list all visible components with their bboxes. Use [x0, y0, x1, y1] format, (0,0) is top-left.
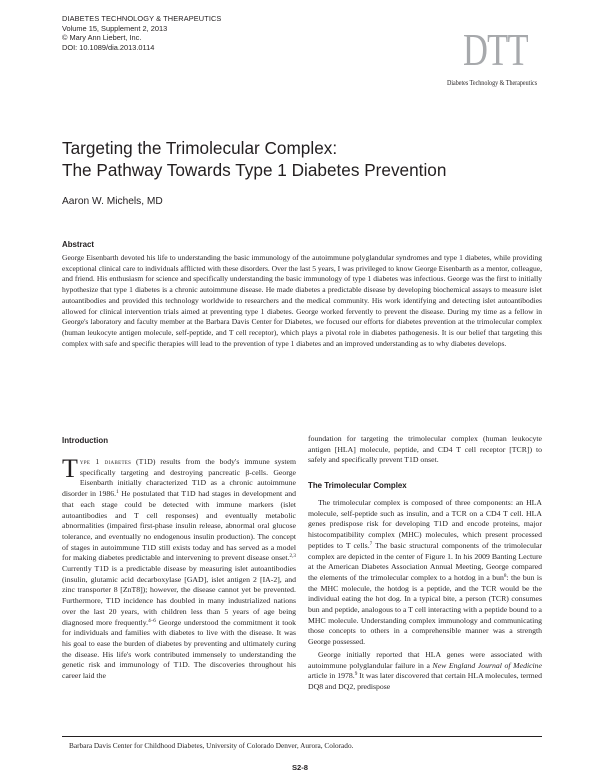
journal-copyright: © Mary Ann Liebert, Inc.	[62, 33, 142, 43]
citation: 7	[369, 540, 373, 547]
trimolecular-text-f: It was later discovered that certain HLA molecules, termed DQ8 and DQ2, predispose	[308, 671, 543, 691]
journal-doi: DOI: 10.1089/dia.2013.0114	[62, 42, 155, 52]
footnote-divider	[62, 736, 542, 737]
logo-mark: DTT	[463, 24, 528, 75]
trimolecular-text-a: The trimolecular complex is composed of three components: an HLA molecule, self-peptide such as insulin, and a TCR on a CD4 T cell. HLA genes predispose risk for developing T1D and encode proteins, major histocompatibility complex (MHC) molecules, which present processed peptides to T cells.	[308, 498, 542, 550]
title-line-2: The Pathway Towards Type 1 Diabetes Prevention	[62, 160, 447, 180]
citation: 4–6	[148, 617, 156, 624]
citation: 2,3	[289, 553, 296, 560]
journal-logo	[443, 24, 543, 92]
trimolecular-paragraph-2	[308, 650, 542, 693]
drop-cap: T	[62, 454, 78, 483]
citation: 1	[116, 489, 119, 496]
left-column	[62, 454, 296, 682]
intro-smallcaps: ype 1 diabetes	[79, 457, 132, 466]
intro-text-b: He postulated that T1D had stages in development and that each stage could be detected with immune markers (islet autoantibodies and T cell responses) and eventually metabolic abnormalities (impaired first-phase insulin release, abnormal oral glucose tolerance, and eventually no endogenous insulin production). The concept of stages in autoimmune T1D still exists today and has served as a model for making diabetes predictable and intervening to prevent disease onset.	[62, 489, 296, 563]
abstract-text: George Eisenbarth devoted his life to understanding the basic immunology of the autoimmune polyglandular syndromes and type 1 diabetes, while providing exceptional clinical care to individuals afflicted with these disorders. Over the last 5 years, I was privileged to know George Eisenbarth as a mentor, colleague, and friend. His enthusiasm for science and specifically understanding the basic immunology of type 1 diabetes was infectious. George was the first to initially hypothesize that type 1 diabetes is a chronic autoimmune disease. He made diabetes a predictable disease by developing biochemical assays to measure islet autoantibodies and provided this technology worldwide to researchers and the medical community. His work identifying and detecting islet autoantibodies allowed for clinical intervention trials aimed at preventing type 1 diabetes. George worked fervently to prevent the disease. During my time as a fellow in George's laboratory and faculty member at the Barbara Davis Center for Diabetes, we focused our efforts for diabetes prevention at the trimolecular complex (human leukocyte antigen molecule, self-peptide, and T cell receptor), which plays a pivotal role in diabetes pathogenesis. It is our belief that targeting this complex with safe and specific therapies will lead to the prevention of type 1 diabetes and an improved understanding as to why diabetes develops.	[62, 253, 542, 348]
intro-continuation: foundation for targeting the trimolecular complex (human leukocyte antigen [HLA] molecule, peptide, and CD4 T cell receptor [TCR]) to safely and specifically prevent T1D onset.	[308, 434, 542, 465]
intro-text-d: George understood the commitment it took for individuals and families with diabetes to live with the disease. It was his goal to ease the burden of diabetes by preventing and ultimately curing the disease. His life's work contributed immensely to understanding the genetic risk and immunology of T1D. The discoveries throughout his career laid the	[62, 617, 296, 681]
journal-volume: Volume 15, Supplement 2, 2013	[62, 23, 168, 33]
author-name: Aaron W. Michels, MD	[62, 196, 163, 207]
logo-subtitle: Diabetes Technology & Therapeutics	[447, 78, 538, 87]
article-title	[62, 137, 446, 181]
trimolecular-text-b: The basic structural components of the trimolecular complex are depicted in the center of Figure 1. In his 2009 Banting Lecture at the American Diabetes Association Annual Meeting, George compared the elements of the trimolecular complex to a hotdog in a bun	[308, 540, 542, 582]
trimolecular-text-d: George initially reported that HLA genes were associated with autoimmune polyglandular failure in a	[308, 649, 542, 670]
intro-text-a: (T1D) results from the body's immune system specifically targeting and destroying pancreatic β-cells. George Eisenbarth initially characterized T1D as a chronic autoimmune disorder in 1986.	[62, 457, 296, 499]
citation: 8	[503, 572, 507, 579]
journal-citation: New England Journal of Medicine	[432, 660, 543, 670]
page-number: S2-8	[291, 763, 309, 772]
affiliation-footnote: Barbara Davis Center for Childhood Diabetes, University of Colorado Denver, Aurora, Colorado.	[69, 741, 354, 750]
abstract-heading: Abstract	[62, 240, 95, 249]
introduction-heading: Introduction	[62, 436, 109, 445]
trimolecular-paragraph-1	[308, 498, 542, 648]
trimolecular-heading: The Trimolecular Complex	[308, 481, 407, 490]
right-column	[308, 498, 542, 693]
trimolecular-text-e: article in 1978.	[308, 671, 355, 681]
journal-header	[62, 14, 221, 52]
journal-name: DIABETES TECHNOLOGY & THERAPEUTICS	[62, 14, 222, 23]
intro-text-c: Currently T1D is a predictable disease by measuring islet autoantibodies (insulin, glutamic acid decarboxylase [GAD], islet antigen 2 [IA-2], and zinc transporter 8 [ZnT8]); however, the disease cannot yet be prevented. Furthermore, T1D incidence has doubled in many industrialized nations over the last 20 years, with children less than 5 years of age being diagnosed more frequently.	[62, 564, 296, 627]
title-line-1: Targeting the Trimolecular Complex:	[62, 138, 338, 158]
trimolecular-text-c: : the bun is the MHC molecule, the hotdog is a peptide, and the TCR would be the individual eating the hot dog. In a typical bite, a person (TCR) consumes bun and peptide, analogous to a T cell interacting with a peptide bound to a MHC molecule. Understanding complex immunology and communicating those concepts to others in a comprehensible manner was a strength George possessed.	[308, 572, 542, 647]
citation: 9	[354, 671, 358, 678]
right-column-top	[308, 434, 542, 466]
intro-paragraph	[62, 454, 296, 682]
